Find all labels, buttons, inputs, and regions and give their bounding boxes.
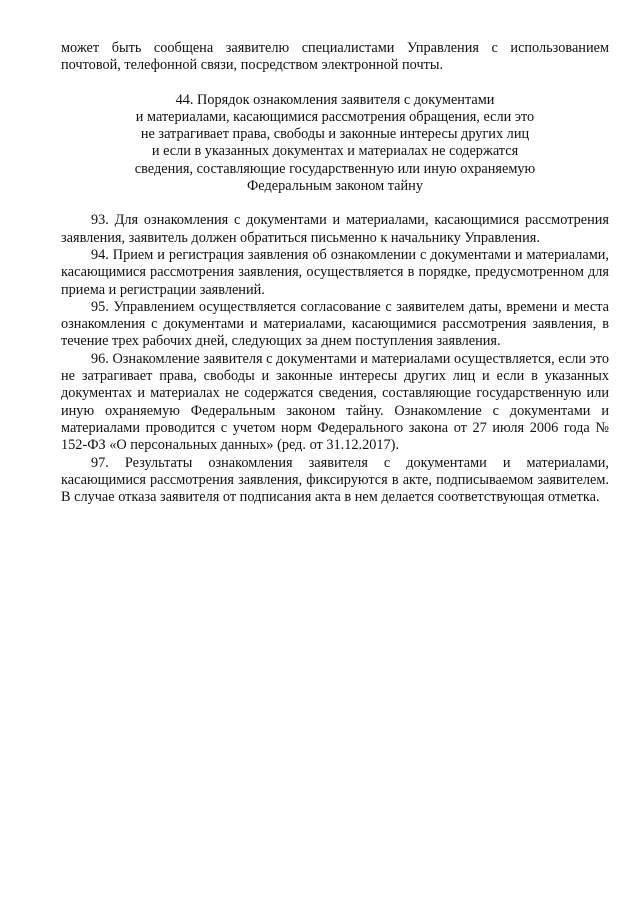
section-heading-line: не затрагивает права, свободы и законные интересы других лиц <box>140 126 530 143</box>
section-heading-line: и если в указанных документах и материалах не содержатся <box>151 143 519 160</box>
section-heading <box>61 92 609 196</box>
page-content <box>61 40 609 506</box>
paragraph-97: 97. Результаты ознакомления заявителя с документами и материалами, касающимися рассмотрения заявления, фиксируются в акте, подписываемом заявителем. В случае отказа заявителя от подписания акта в нем делается соответствующая отметка. <box>61 454 609 506</box>
paragraph-96: 96. Ознакомление заявителя с документами и материалами осуществляется, если это не затрагивает права, свободы и законные интересы других лиц и если в указанных документах и материалах не содержатся сведения, составляющие государственную или иную охраняемую Федеральным законом тайну. Ознакомление с документами и материалами проводится с учетом норм Федерального закона от 27 июля 2006 года № 152-ФЗ «О персональных данных» (ред. от 31.12.2017). <box>61 350 609 454</box>
paragraph-94: 94. Прием и регистрация заявления об ознакомлении с документами и материалами, касающимися рассмотрения заявления, осуществляется в порядке, предусмотренном для приема и регистрации заявлений. <box>61 246 609 298</box>
section-heading-line: Федеральным законом тайну <box>247 178 423 195</box>
paragraph-95: 95. Управлением осуществляется согласование с заявителем даты, времени и места ознакомления с документами и материалами, касающимися рассмотрения заявления, в течение трех рабочих дней, следующих за днем поступления заявления. <box>61 298 609 350</box>
section-heading-line: сведения, составляющие государственную или иную охраняемую <box>134 160 536 177</box>
section-heading-line: 44. Порядок ознакомления заявителя с документами <box>175 91 495 108</box>
paragraph-93: 93. Для ознакомления с документами и материалами, касающимися рассмотрения заявления, заявитель должен обратиться письменно к начальнику Управления. <box>61 212 609 246</box>
continuation-paragraph: может быть сообщена заявителю специалистами Управления с использованием почтовой, телефонной связи, посредством электронной почты. <box>61 40 609 74</box>
section-heading-line: и материалами, касающимися рассмотрения обращения, если это <box>135 108 535 125</box>
